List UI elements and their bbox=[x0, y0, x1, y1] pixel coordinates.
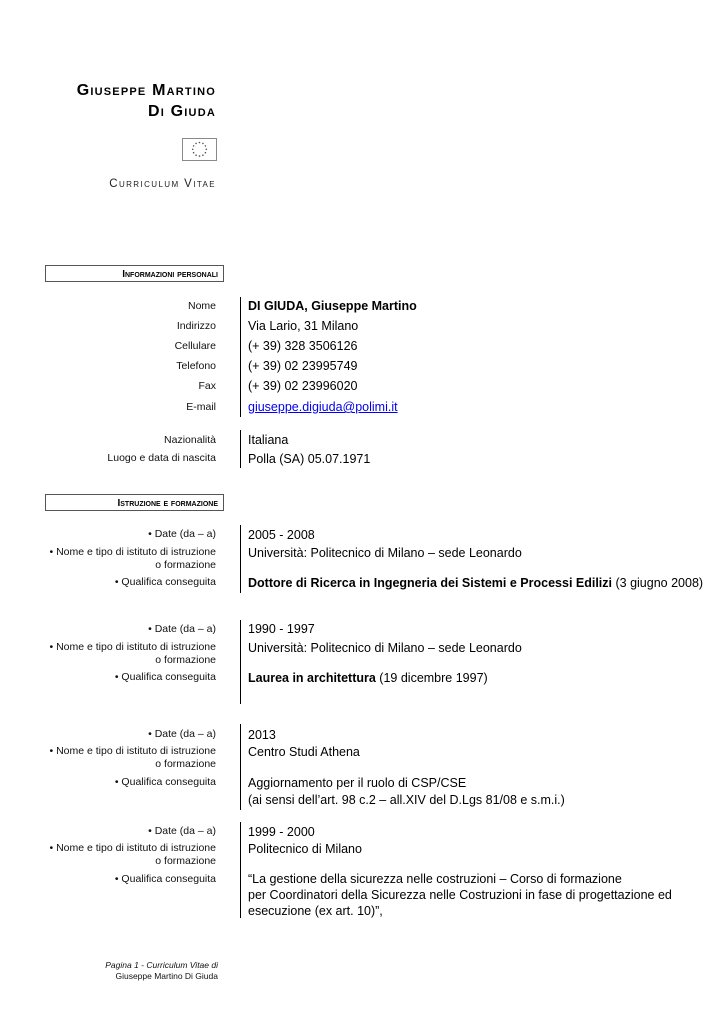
entry-1-institute: Università: Politecnico di Milano – sede Leonardo bbox=[248, 546, 522, 560]
column-divider bbox=[240, 525, 241, 593]
page-footer bbox=[18, 960, 218, 982]
column-divider bbox=[240, 724, 241, 810]
label-institute-cont: o formazione bbox=[155, 758, 216, 770]
eu-flag-icon bbox=[182, 138, 217, 161]
entry-4-qualification-line-1: “La gestione della sicurezza nelle costruzioni – Corso di formazione bbox=[248, 872, 622, 886]
entry-2-qualification-title: Laurea in architettura bbox=[248, 671, 376, 685]
value-email bbox=[248, 399, 708, 415]
label-fax: Fax bbox=[198, 380, 216, 392]
value-indirizzo: Via Lario, 31 Milano bbox=[248, 319, 359, 333]
label-institute: • Nome e tipo di istituto di istruzione bbox=[49, 641, 216, 653]
label-email: E-mail bbox=[186, 401, 216, 413]
label-qualification: • Qualifica conseguita bbox=[114, 873, 216, 885]
entry-1-qualification-date: (3 giugno 2008) bbox=[612, 576, 704, 590]
label-institute-cont: o formazione bbox=[155, 855, 216, 867]
column-divider bbox=[240, 620, 241, 704]
entry-1-dates: 2005 - 2008 bbox=[248, 528, 315, 542]
label-nazionalita: Nazionalità bbox=[164, 434, 216, 446]
value-nazionalita: Italiana bbox=[248, 433, 289, 447]
label-luogo-data-nascita: Luogo e data di nascita bbox=[107, 452, 216, 464]
section-header-personal: Informazioni personali bbox=[45, 265, 224, 282]
entry-2-dates: 1990 - 1997 bbox=[248, 622, 315, 636]
footer-owner-name: Giuseppe Martino Di Giuda bbox=[115, 971, 218, 981]
value-luogo-data-nascita: Polla (SA) 05.07.1971 bbox=[248, 452, 371, 466]
label-institute-cont: o formazione bbox=[155, 559, 216, 571]
value-telefono: (+ 39) 02 23995749 bbox=[248, 359, 358, 373]
entry-2-qualification bbox=[248, 670, 708, 686]
label-dates: • Date (da – a) bbox=[148, 623, 216, 635]
label-institute: • Nome e tipo di istituto di istruzione bbox=[49, 842, 216, 854]
column-divider bbox=[240, 822, 241, 918]
email-link[interactable]: giuseppe.digiuda@polimi.it bbox=[248, 400, 398, 414]
entry-1-qualification-title: Dottore di Ricerca in Ingegneria dei Sistemi e Processi Edilizi bbox=[248, 576, 613, 590]
entry-4-institute: Politecnico di Milano bbox=[248, 842, 362, 856]
label-indirizzo: Indirizzo bbox=[176, 320, 216, 332]
value-cellulare: (+ 39) 328 3506126 bbox=[248, 339, 358, 353]
entry-3-institute: Centro Studi Athena bbox=[248, 745, 360, 759]
label-dates: • Date (da – a) bbox=[148, 728, 216, 740]
label-qualification: • Qualifica conseguita bbox=[114, 776, 216, 788]
label-qualification: • Qualifica conseguita bbox=[114, 671, 216, 683]
label-institute: • Nome e tipo di istituto di istruzione bbox=[49, 745, 216, 757]
entry-2-institute: Università: Politecnico di Milano – sede Leonardo bbox=[248, 641, 522, 655]
label-dates: • Date (da – a) bbox=[148, 528, 216, 540]
label-cellulare: Cellulare bbox=[174, 340, 216, 352]
entry-4-qualification-line-2: per Coordinatori della Sicurezza nelle Costruzioni in fase di progettazione ed bbox=[248, 888, 672, 902]
entry-2-qualification-date: (19 dicembre 1997) bbox=[375, 671, 488, 685]
label-dates: • Date (da – a) bbox=[148, 825, 216, 837]
cv-title: Curriculum Vitae bbox=[109, 178, 216, 190]
entry-4-dates: 1999 - 2000 bbox=[248, 825, 315, 839]
entry-1-qualification bbox=[248, 575, 718, 591]
entry-3-dates: 2013 bbox=[248, 728, 276, 742]
value-nome-text: DI GIUDA, Giuseppe Martino bbox=[248, 299, 417, 313]
label-qualification: • Qualifica conseguita bbox=[114, 576, 216, 588]
footer-page-label: Pagina 1 - Curriculum Vitae di bbox=[105, 960, 218, 970]
label-institute: • Nome e tipo di istituto di istruzione bbox=[49, 546, 216, 558]
column-divider bbox=[240, 297, 241, 417]
label-nome: Nome bbox=[187, 300, 216, 312]
value-nome bbox=[248, 298, 708, 314]
name-line-2: Di Giuda bbox=[148, 103, 216, 120]
entry-3-qualification-line-1: Aggiornamento per il ruolo di CSP/CSE bbox=[248, 776, 467, 790]
name-line-1: Giuseppe Martino bbox=[76, 82, 216, 99]
column-divider bbox=[240, 430, 241, 468]
entry-4-qualification-line-3: esecuzione (ex art. 10)”, bbox=[248, 904, 383, 918]
entry-3-qualification-line-2: (ai sensi dell’art. 98 c.2 – all.XIV del D.Lgs 81/08 e s.m.i.) bbox=[248, 793, 565, 807]
label-telefono: Telefono bbox=[176, 360, 216, 372]
label-institute-cont: o formazione bbox=[155, 654, 216, 666]
section-header-education: Istruzione e formazione bbox=[45, 494, 224, 511]
value-fax: (+ 39) 02 23996020 bbox=[248, 379, 358, 393]
